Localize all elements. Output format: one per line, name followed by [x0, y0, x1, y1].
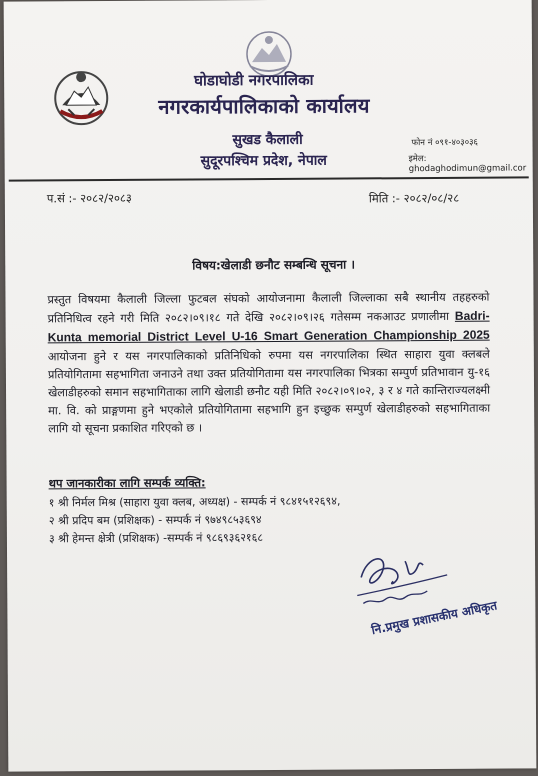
signatory-title-stamp: नि.प्रमुख प्रशासकीय अधिकृत — [370, 598, 499, 638]
contact-heading: थप जानकारीका लागि सम्पर्क व्यक्ति: — [48, 475, 206, 491]
body-text-part-2: आयोजना हुने र यस नगरपालिकाको प्रतिनिधिको रुपमा यस नगरपालिका स्थित साहारा युवा क्लबले प्रतियोगितामा सहभागिता जनाउने तथा उक्त प्रतियोगितामा यस नगरपालिका भित्रका सम्पुर्ण प्रतिभावान यु-१६ खेलाडीहरुको समान सहभागिताका लागि खेलाडी छनौट यही मिति २०८२।०९।०२, ३ र ४ गते कान्तिराज्यलक्ष्मी मा. वि. को प्राङ्गणमा हुने भएकोले प्रतियोगितामा सहभागि हुन इच्छुक सम्पुर्ण खेलाडीहरुको सहभागिताका लागि यो सूचना प्रकाशित गरिएको छ । — [47, 347, 491, 436]
nepal-emblem-icon — [50, 65, 112, 127]
phone-number: फोन नं ०९१-४०३०३६ — [411, 137, 479, 149]
office-location: सुखड कैलाली — [232, 131, 303, 149]
letter-date: मिति :- २०८२/०८/२८ — [368, 190, 460, 206]
email-address: इमेल: ghodaghodimun@gmail.cor — [408, 154, 527, 175]
contact-item: १ श्री निर्मल मिश्र (साहारा युवा क्लब, अध्यक्ष) - सम्पर्क नं ९८४१५१२६९४, — [48, 494, 341, 510]
letter-reference-number: प.सं :- २०८२/२०८३ — [46, 190, 132, 206]
header-divider — [9, 176, 529, 181]
office-name: नगरकार्यपालिकाको कार्यालय — [158, 93, 370, 119]
municipality-name: घोडाघोडी नगरपालिका — [194, 70, 314, 90]
handwritten-signature — [347, 547, 457, 610]
notice-letter — [4, 0, 537, 772]
contact-item: ३ श्री हेमन्त क्षेत्री (प्रशिक्षक) -सम्पर्क नं ९८६९३६२१६८ — [48, 531, 264, 546]
office-province: सुदूरपश्चिम प्रदेश, नेपाल — [200, 152, 327, 170]
body-text-part-1: प्रस्तुत विषयमा कैलाली जिल्ला फुटबल संघको आयोजनामा कैलाली जिल्लाका सबै स्थानीय तहहरुको प्रतिनिधित्व रहने गरी मिति २०८२।०९।१८ गते देखि २०८२।०९।२६ गतेसम्म नकआउट प्रणालीमा — [47, 290, 490, 326]
event-name: Badri-Kunta memorial District Level U-16 Smart Generation Championship 2025 — [47, 308, 490, 345]
contact-item: २ श्री प्रदिप बम (प्रशिक्षक) - सम्पर्क नं ९७४९८५३६९४ — [48, 513, 262, 528]
letter-subject: विषय:खेलाडी छनौट सम्बन्धि सूचना । — [192, 257, 356, 273]
letter-body — [47, 289, 490, 439]
